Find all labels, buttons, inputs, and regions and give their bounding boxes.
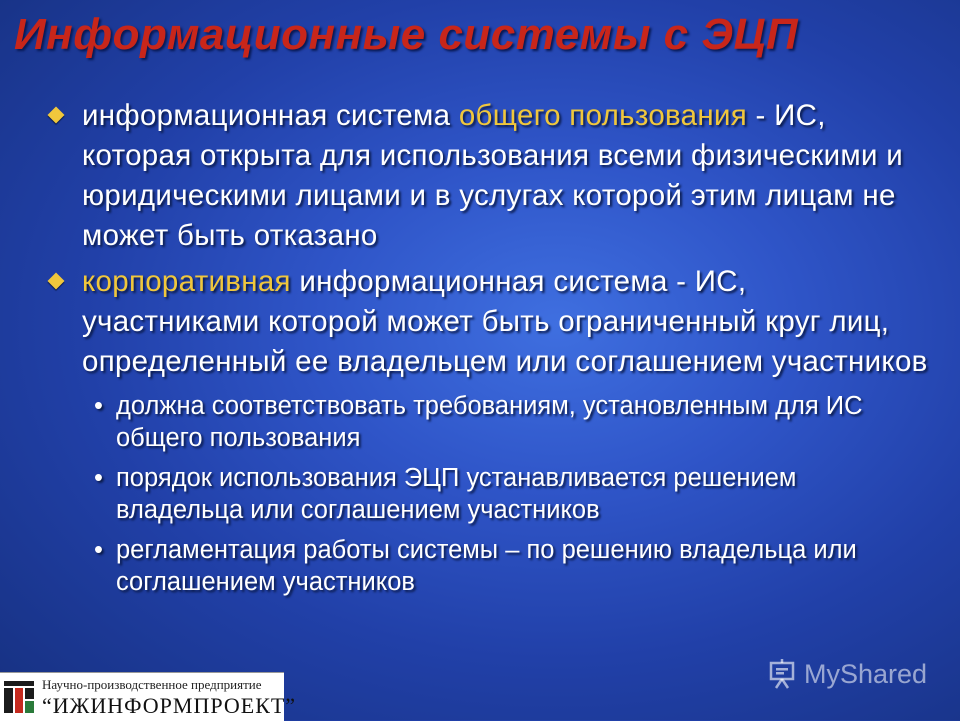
- presentation-board-icon: [768, 659, 796, 689]
- dot-bullet-icon: •: [94, 464, 103, 492]
- logo-subtitle: Научно-производственное предприятие: [42, 677, 262, 692]
- diamond-bullet-icon: [48, 107, 65, 124]
- slide-title: Информационные системы с ЭЦП: [14, 10, 799, 59]
- sub-bullet: [88, 462, 928, 526]
- sub-bullet: [88, 534, 928, 598]
- myshared-watermark: [768, 654, 927, 694]
- highlight-term: корпоративная: [82, 265, 291, 298]
- sub-bullet-list: [48, 390, 928, 598]
- watermark-text: MyShared: [804, 658, 928, 689]
- bullet-prefix: информационная система: [82, 99, 459, 132]
- sub-bullet-text: порядок использования ЭЦП устанавливается решением владельца или соглашением участников: [116, 464, 797, 524]
- dot-bullet-icon: •: [94, 392, 103, 420]
- dot-bullet-icon: •: [94, 536, 103, 564]
- bullet-public-system: [48, 96, 928, 256]
- company-logo: [0, 672, 297, 721]
- sub-bullet: [88, 390, 928, 454]
- sub-bullet-text: регламентация работы системы – по решению владельца или соглашением участников: [116, 536, 857, 596]
- diamond-bullet-icon: [48, 273, 65, 290]
- slide-content: [48, 96, 928, 606]
- bullet-corporate-system: [48, 262, 928, 382]
- company-emblem-icon: [4, 681, 34, 713]
- bullet-text: информационная система - ИС, участниками которой может быть ограниченный круг лиц, определенный ее владельцем или соглашением участников: [82, 265, 928, 378]
- sub-bullet-text: должна соответствовать требованиям, установленным для ИС общего пользования: [116, 392, 863, 452]
- highlight-term: общего пользования: [458, 99, 748, 132]
- logo-company-name: “ИЖИНФОРМПРОЕКТ”: [42, 693, 297, 718]
- bullet-text: - ИС, которая открыта для использования всеми физическими и юридическими лицами и в услугах которой этим лицам не может быть отказано: [82, 99, 904, 252]
